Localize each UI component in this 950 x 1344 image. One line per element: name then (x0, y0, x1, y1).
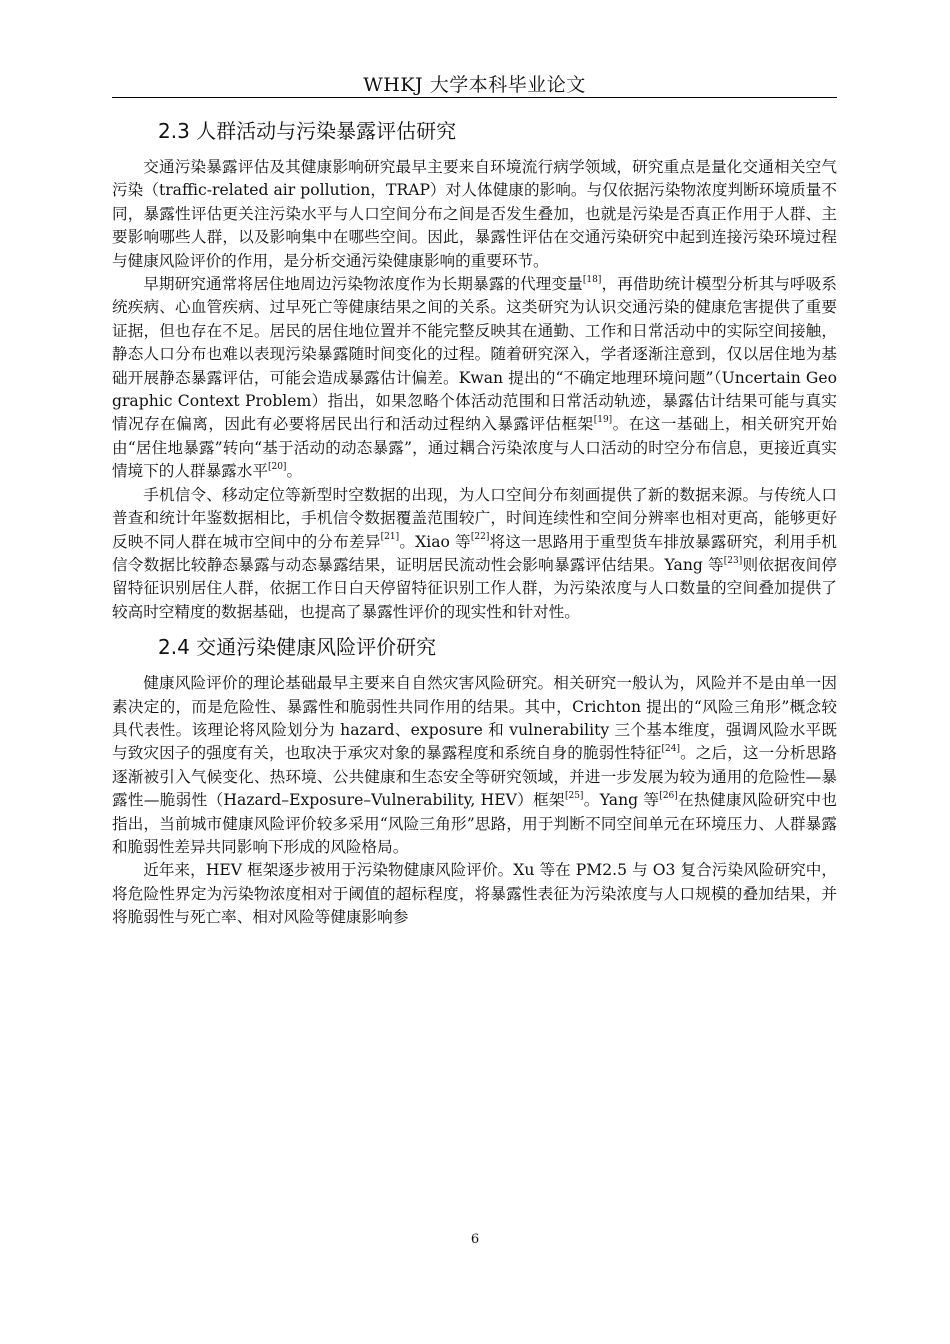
section-heading-2-4: 2.4 交通污染健康风险评价研究 (158, 635, 437, 660)
paragraph: 近年来，HEV 框架逐步被用于污染物健康风险评价。Xu 等在 PM2.5 与 O3 复合污染风险研究中，将危险性界定为污染物浓度相对于阈值的超标程度，将暴露性表征为污染浓度与人口规模的叠加结果，并将脆弱性与死亡率、相对风险等健康影响参 (112, 861, 837, 927)
paragraph: 早期研究通常将居住地周边污染物浓度作为长期暴露的代理变量[18]，再借助统计模型分析其与呼吸系统疾病、心血管疾病、过早死亡等健康结果之间的关系。这类研究为认识交通污染的健康危害提供了重要证据，但也存在不足。居民的居住地位置并不能完整反映其在通勤、工作和日常活动中的实际空间接触，静态人口分布也难以表现污染暴露随时间变化的过程。随着研究深入，学者逐渐注意到，仅以居住地为基础开展静态暴露评估，可能会造成暴露估计偏差。Kwan 提出的“不确定地理环境问题”（Uncertain Geographic Context Problem）指出，如果忽略个体活动范围和日常活动轨迹，暴露估计结果可能与真实情况存在偏离，因此有必要将居民出行和活动过程纳入暴露评估框架[19]。在这一基础上，相关研究开始由“居住地暴露”转向“基于活动的动态暴露”，通过耦合污染浓度与人口活动的时空分布信息，更接近真实情境下的人群暴露水平[20]。 (112, 274, 837, 481)
page-header: WHKJ 大学本科毕业论文 (363, 74, 586, 96)
section-heading-2-3: 2.3 人群活动与污染暴露评估研究 (158, 119, 457, 143)
paragraph: 手机信令、移动定位等新型时空数据的出现，为人口空间分布刻画提供了新的数据来源。与传统人口普查和统计年鉴数据相比，手机信令数据覆盖范围较广，时间连续性和空间分辨率也相对更高，能够更好反映不同人群在城市空间中的分布差异[21]。Xiao 等[22]将这一思路用于重型货车排放暴露研究，利用手机信令数据比较静态暴露与动态暴露结果，证明居民流动性会影响暴露评估结果。Yang 等[23]则依据夜间停留特征识别居住人群，依据工作日白天停留特征识别工作人群，为污染浓度与人口数量的空间叠加提供了较高时空精度的数据基础，也提高了暴露性评价的现实性和针对性。 (112, 485, 837, 621)
header-rule (112, 97, 837, 98)
citation-marker: [18] (582, 274, 602, 285)
page-number: 6 (470, 1232, 480, 1247)
citation-marker: [26] (659, 790, 678, 801)
citation-marker: [25] (564, 790, 584, 801)
citation-marker: [24] (661, 744, 680, 755)
citation-marker: [22] (470, 532, 490, 543)
citation-marker: [19] (593, 415, 613, 426)
citation-marker: [23] (723, 555, 743, 566)
paragraph: 健康风险评价的理论基础最早主要来自自然灾害风险研究。相关研究一般认为，风险并不是由单一因素决定的，而是危险性、暴露性和脆弱性共同作用的结果。其中，Crichton 提出的“风险三角形”概念较具代表性。该理论将风险划分为 hazard、exposure 和 vulnerability 三个基本维度，强调风险水平既与致灾因子的强度有关，也取决于承灾对象的暴露程度和系统自身的脆弱性特征[24]。之后，这一分析思路逐渐被引入气候变化、热环境、公共健康和生态安全等研究领域，并进一步发展为较为通用的危险性—暴露性—脆弱性（Hazard–Exposure–Vulnerability, HEV）框架[25]。Yang 等[26]在热健康风险研究中也指出，当前城市健康风险评价较多采用“风险三角形”思路，用于判断不同空间单元在环境压力、人群暴露和脆弱性差异共同影响下形成的风险格局。 (112, 674, 837, 856)
paragraph: 交通污染暴露评估及其健康影响研究最早主要来自环境流行病学领域，研究重点是量化交通相关空气污染（traffic-related air pollution，TRAP）对人体健康的影响。与仅依据污染物浓度判断环境质量不同，暴露性评估更关注污染水平与人口空间分布之间是否发生叠加，也就是污染是否真正作用于人群、主要影响哪些人群，以及影响集中在哪些空间。因此，暴露性评估在交通污染研究中起到连接污染环境过程与健康风险评价的作用，是分析交通污染健康影响的重要环节。 (112, 158, 837, 270)
citation-marker: [21] (380, 532, 400, 543)
citation-marker: [20] (267, 462, 287, 473)
page-content (112, 108, 837, 930)
